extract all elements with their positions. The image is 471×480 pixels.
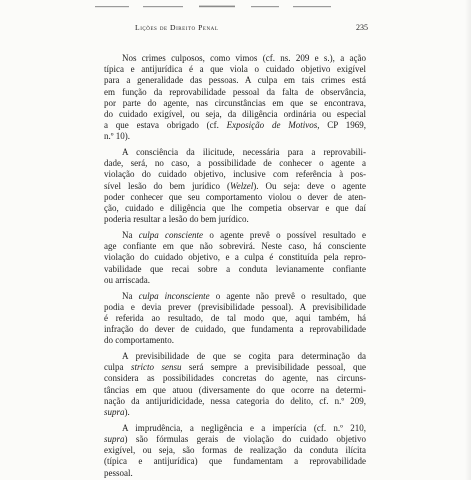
text-line: A imprudência, a negligência e a imperícia (cf. n.º 210, xyxy=(122,422,366,433)
running-title: Lições de Direito Penal xyxy=(135,23,219,32)
paragraph xyxy=(104,53,366,143)
text-line: poderia resultar a lesão do bem jurídico. xyxy=(104,214,249,225)
text-line: Na culpa consciente o agente prevê o possível resultado e xyxy=(122,230,366,240)
paragraph xyxy=(104,291,366,347)
running-header xyxy=(122,23,368,37)
text-line: A previsibilidade de que se cogita para determinação da xyxy=(122,351,366,362)
paragraph xyxy=(104,351,366,418)
text-line: do cuidado exigível, ou seja, da diligência ordinária ou especial xyxy=(104,108,366,119)
text-line: por parte do agente, nas circunstâncias em que se encontrava, xyxy=(104,97,366,108)
text-line: violação do cuidado objetivo, e a culpa é constituída pela repro- xyxy=(104,252,366,263)
body-text xyxy=(104,53,366,479)
paragraph xyxy=(104,147,366,225)
text-line: Nos crimes culposos, como vimos (cf. ns. 209 e s.), a ação xyxy=(122,53,366,63)
text-line: (típica e antijurídica) que fundamentam a reprovabilidade xyxy=(104,456,366,467)
text-line: do comportamento. xyxy=(104,335,174,346)
text-line: é referida ao resultado, de tal modo que, aqui também, há xyxy=(104,312,366,323)
text-line: exigível, ou seja, são formas de realização da conduta ilícita xyxy=(104,445,366,456)
text-line: tâncias em que atuou (diversamente do que ocorre na determi- xyxy=(104,384,366,395)
text-line: em função da reprovabilidade pessoal da falta de observância, xyxy=(104,86,366,97)
text-line: poder conhecer que seu comportamento violou o dever de aten- xyxy=(104,191,366,202)
text-line: supra). xyxy=(104,407,130,417)
text-line: podia e devia prever (previsibilidade pessoal). A previsibilidade xyxy=(104,301,366,312)
text-line: culpa stricto sensu será sempre a previsibilidade pessoal, que xyxy=(104,362,366,373)
paragraph xyxy=(104,230,366,286)
text-line: típica e antijurídica é a que viola o cuidado objetivo exigível xyxy=(104,64,366,75)
scan-artifact-marks xyxy=(95,4,335,10)
text-line: violação do cuidado objetivo, inclusive com referência à pos- xyxy=(104,169,366,180)
paragraph xyxy=(104,423,366,479)
text-line: ção, cuidado e diligência que lhe competia observar e que daí xyxy=(104,203,366,214)
text-line: Na culpa inconsciente o agente não prevê o resultado, que xyxy=(122,290,367,301)
text-line: sível lesão do bem jurídico (Welzel). Ou seja: deve o agente xyxy=(104,180,366,191)
text-line: age confiante em que não sobrevirá. Neste caso, há consciente xyxy=(104,241,366,252)
text-line: dade, será, no caso, a possibilidade de conhecer o agente a xyxy=(104,158,366,169)
text-line: infração do dever de cuidado, que fundamenta a reprovabilidade xyxy=(104,324,366,335)
scan-edge-shadow xyxy=(465,0,471,480)
text-line: A consciência da ilicitude, necessária para a reprovabili- xyxy=(122,147,366,158)
text-line: ou arriscada. xyxy=(104,274,150,285)
text-line: n.º 10). xyxy=(104,131,131,142)
text-line: para a generalidade das pessoas. A culpa em tais crimes está xyxy=(104,75,366,86)
text-line: pessoal. xyxy=(104,467,133,478)
text-line: nação da antijuridicidade, nessa categoria do delito, cf. n.º 209, xyxy=(104,395,366,406)
text-line: vabilidade que recai sobre a conduta levianamente confiante xyxy=(104,263,366,274)
text-line: supra) são fórmulas gerais de violação do cuidado objetivo xyxy=(104,433,366,444)
text-line: considera as possibilidades concretas do agente, nas circuns- xyxy=(104,373,366,384)
page-number: 235 xyxy=(356,23,368,32)
text-line: a que estava obrigado (cf. Exposição de Motivos, CP 1969, xyxy=(104,120,366,131)
